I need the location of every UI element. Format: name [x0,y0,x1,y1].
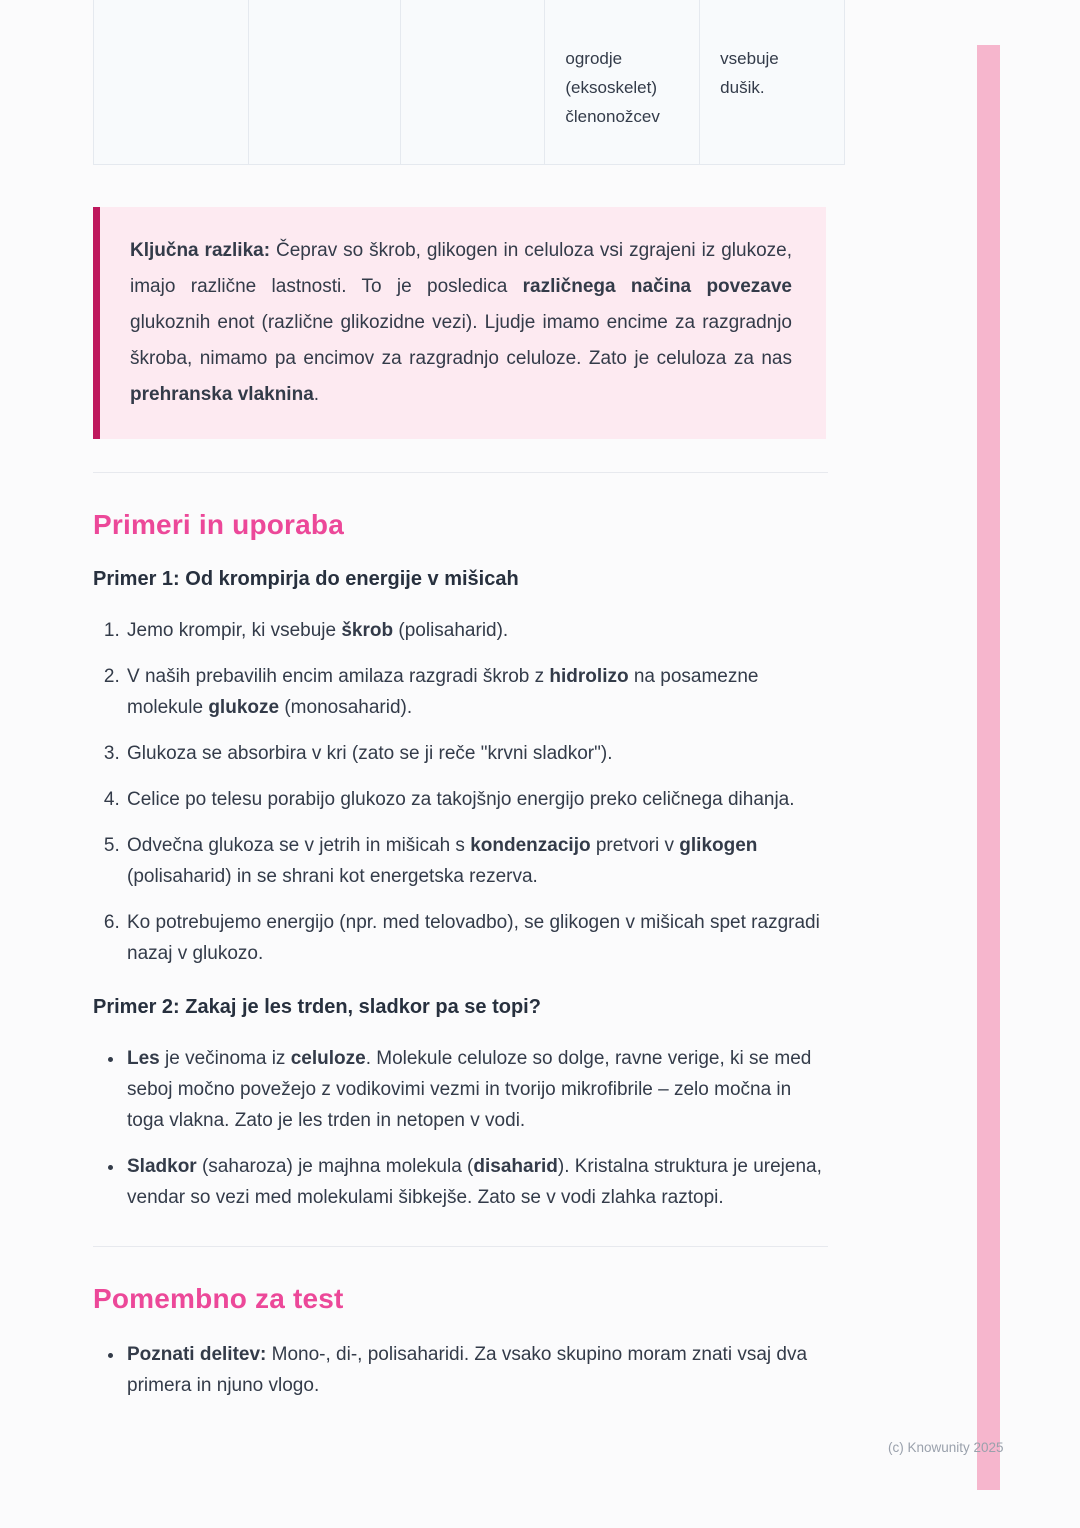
decor-stripe [977,45,1000,1490]
table-cell [401,0,546,165]
list-item: • Sladkor (saharoza) je majhna molekula (disaharid). Kristalna struktura je urejena, vendar so vezi med molekulami šibkejše. Zato se v vodi zlahka raztopi. [125,1151,828,1213]
key-difference-callout [93,207,826,439]
list-item: 4. Celice po telesu porabijo glukozo za takojšnjo energijo preko celičnega dihanja. [125,784,828,815]
section-title-pomembno-za-test: Pomembno za test [93,1283,344,1314]
list-item: • Poznati delitev: Mono-, di-, polisaharidi. Za vsako skupino moram znati vsaj dva primera in njuno vlogo. [125,1339,828,1401]
document-content [93,0,845,1416]
primer1-steps-list [93,615,828,969]
section-title-primeri-in-uporaba: Primeri in uporaba [93,509,344,540]
list-item: 5. Odvečna glukoza se v jetrih in mišicah s kondenzacijo pretvori v glikogen (polisaharid) in se shrani kot energetska rezerva. [125,830,828,892]
comparison-table [93,0,845,165]
table-cell: ogrodje (eksoskelet) členonožcev [545,0,700,165]
primer2-bullet-list [93,1043,828,1213]
table-cell: vsebuje dušik. [700,0,845,165]
subsection-title-primer-1: Primer 1: Od krompirja do energije v mišicah [93,568,519,590]
list-item: 6. Ko potrebujemo energijo (npr. med telovadbo), se glikogen v mišicah spet razgradi nazaj v glukozo. [125,907,828,969]
table-cell [249,0,401,165]
subsection-title-primer-2: Primer 2: Zakaj je les trden, sladkor pa se topi? [93,996,541,1018]
copyright-watermark: (c) Knowunity 2025 [888,1440,1004,1455]
section-divider [93,1246,828,1247]
list-item: 3. Glukoza se absorbira v kri (zato se ji reče "krvni sladkor"). [125,738,828,769]
list-item: 1. Jemo krompir, ki vsebuje škrob (polisaharid). [125,615,828,646]
list-item: • Les je večinoma iz celuloze. Molekule celuloze so dolge, ravne verige, ki se med seboj močno povežejo z vodikovimi vezmi in tvorijo mikrofibrile – zelo močna in toga vlakna. Zato je les trden in netopen v vodi. [125,1043,828,1136]
callout-text: Ključna razlika: Čeprav so škrob, glikogen in celuloza vsi zgrajeni iz glukoze, imajo različne lastnosti. To je posledica različnega načina povezave glukoznih enot (različne glikozidne vezi). Ljudje imamo encime za razgradnjo škroba, nimamo pa encimov za razgradnjo celuloze. Zato je celuloza za nas prehranska vlaknina. [130,240,792,405]
section-divider [93,472,828,473]
table-cell [94,0,249,165]
list-item: 2. V naših prebavilih encim amilaza razgradi škrob z hidrolizo na posamezne molekule glukoze (monosaharid). [125,661,828,723]
test-bullet-list [93,1339,828,1401]
